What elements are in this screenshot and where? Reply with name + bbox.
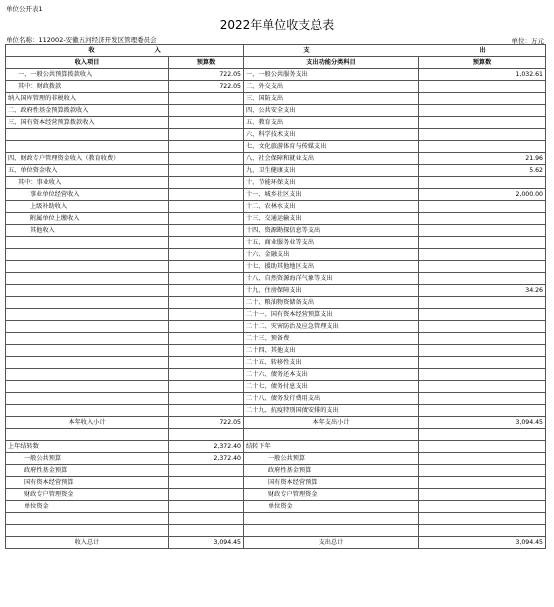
expense-item-cell: 二十七、债务付息支出 [244, 381, 419, 393]
expense-item-cell: 本年支出小计 [244, 417, 419, 429]
expense-budget-cell [419, 261, 546, 273]
expense-item-cell: 十九、住房保障支出 [244, 285, 419, 297]
expense-heading: 支 出 [244, 45, 546, 57]
table-row [6, 249, 546, 261]
expense-budget-cell [419, 489, 546, 501]
expense-budget-cell: 3,094.45 [419, 537, 546, 549]
income-budget-cell: 2,372.40 [169, 453, 244, 465]
expense-item-cell: 十六、金融支出 [244, 249, 419, 261]
income-budget-cell [169, 513, 244, 525]
income-item-cell: 事业单位经营收入 [6, 189, 169, 201]
income-budget-cell: 722.05 [169, 417, 244, 429]
expense-item-cell: 二十三、预备费 [244, 333, 419, 345]
expense-item-cell: 支出总计 [244, 537, 419, 549]
table-row [6, 345, 546, 357]
table-row [6, 417, 546, 429]
income-item-cell [6, 309, 169, 321]
expense-budget-cell [419, 309, 546, 321]
expense-budget-cell [419, 129, 546, 141]
expense-budget-cell [419, 381, 546, 393]
income-item-cell: 收入总计 [6, 537, 169, 549]
table-row [6, 453, 546, 465]
expense-item-cell: 三、国防支出 [244, 93, 419, 105]
table-row [6, 405, 546, 417]
income-item-cell: 二、政府性基金预算拨款收入 [6, 105, 169, 117]
expense-item-cell: 一、一般公共服务支出 [244, 69, 419, 81]
income-budget-cell [169, 429, 244, 441]
expense-item-cell: 二十四、其他支出 [244, 345, 419, 357]
income-item-cell [6, 429, 169, 441]
income-item-cell [6, 321, 169, 333]
income-item-cell: 其他收入 [6, 225, 169, 237]
table-row [6, 237, 546, 249]
table-row [6, 321, 546, 333]
expense-budget-cell [419, 357, 546, 369]
income-item-cell [6, 129, 169, 141]
expense-item-cell: 二十九、抗疫特别国债安排的支出 [244, 405, 419, 417]
expense-budget-cell [419, 249, 546, 261]
income-budget-cell [169, 465, 244, 477]
table-row [6, 357, 546, 369]
expense-item-cell: 十一、城乡社区支出 [244, 189, 419, 201]
income-item-cell: 上级补助收入 [6, 201, 169, 213]
income-budget-cell [169, 165, 244, 177]
income-item-cell [6, 297, 169, 309]
income-item-cell: 附属单位上缴收入 [6, 213, 169, 225]
income-item-cell [6, 393, 169, 405]
income-budget-cell [169, 213, 244, 225]
income-item-cell [6, 333, 169, 345]
col-income-item: 收入项目 [6, 57, 169, 69]
col-expense-item: 支出功能分类科目 [244, 57, 419, 69]
table-row [6, 117, 546, 129]
income-budget-cell [169, 477, 244, 489]
income-heading: 收 入 [6, 45, 244, 57]
table-row [6, 441, 546, 453]
expense-item-cell: 财政专户管理资金 [244, 489, 419, 501]
expense-budget-cell [419, 501, 546, 513]
expense-budget-cell [419, 441, 546, 453]
income-item-cell [6, 345, 169, 357]
table-row [6, 297, 546, 309]
expense-budget-cell [419, 477, 546, 489]
table-row [6, 105, 546, 117]
income-item-cell: 纳入国库管理的非税收入 [6, 93, 169, 105]
col-budget-2: 预算数 [419, 57, 546, 69]
expense-budget-cell [419, 201, 546, 213]
expense-budget-cell [419, 177, 546, 189]
income-item-cell [6, 381, 169, 393]
table-row [6, 501, 546, 513]
expense-budget-cell [419, 213, 546, 225]
income-budget-cell: 3,094.45 [169, 537, 244, 549]
expense-budget-cell: 34.26 [419, 285, 546, 297]
expense-budget-cell [419, 237, 546, 249]
expense-item-cell: 七、文化旅游体育与传媒支出 [244, 141, 419, 153]
income-budget-cell [169, 93, 244, 105]
table-row [6, 213, 546, 225]
table-row [6, 429, 546, 441]
expense-item-cell: 结转下年 [244, 441, 419, 453]
expense-item-cell: 十、节能环保支出 [244, 177, 419, 189]
income-budget-cell [169, 273, 244, 285]
expense-item-cell: 五、教育支出 [244, 117, 419, 129]
table-row [6, 333, 546, 345]
income-budget-cell [169, 357, 244, 369]
income-item-cell [6, 237, 169, 249]
expense-item-cell: 十三、交通运输支出 [244, 213, 419, 225]
unit-name: 单位名称：112002-安徽五河经济开发区管理委员会 [6, 36, 157, 44]
expense-item-cell: 十二、农林水支出 [244, 201, 419, 213]
income-budget-cell [169, 201, 244, 213]
table-row [6, 81, 546, 93]
income-item-cell: 其中：事业收入 [6, 177, 169, 189]
expense-budget-cell [419, 273, 546, 285]
income-budget-cell [169, 525, 244, 537]
income-budget-cell [169, 285, 244, 297]
table-row [6, 537, 546, 549]
table-row [6, 177, 546, 189]
expense-budget-cell [419, 393, 546, 405]
income-budget-cell [169, 333, 244, 345]
income-budget-cell [169, 105, 244, 117]
expense-budget-cell [419, 141, 546, 153]
income-item-cell: 其中：财政拨款 [6, 81, 169, 93]
income-budget-cell [169, 321, 244, 333]
income-budget-cell [169, 153, 244, 165]
income-item-cell: 三、国有资本经营预算拨款收入 [6, 117, 169, 129]
expense-item-cell [244, 513, 419, 525]
income-budget-cell: 722.05 [169, 81, 244, 93]
income-budget-cell: 722.05 [169, 69, 244, 81]
expense-budget-cell [419, 369, 546, 381]
expense-item-cell: 二、外交支出 [244, 81, 419, 93]
expense-item-cell: 八、社会保障和就业支出 [244, 153, 419, 165]
income-item-cell [6, 513, 169, 525]
table-row [6, 369, 546, 381]
table-row [6, 129, 546, 141]
income-item-cell: 四、财政专户管理资金收入（教育收费） [6, 153, 169, 165]
income-item-cell: 财政专户管理资金 [6, 489, 169, 501]
table-number: 单位公开表1 [6, 5, 43, 13]
table-row [6, 273, 546, 285]
income-item-cell: 一般公共预算 [6, 453, 169, 465]
table-row [6, 141, 546, 153]
income-item-cell: 政府性基金预算 [6, 465, 169, 477]
table-row [6, 69, 546, 81]
table-column-header [6, 57, 546, 69]
expense-budget-cell: 3,094.45 [419, 417, 546, 429]
income-budget-cell [169, 309, 244, 321]
income-item-cell: 国有资本经营预算 [6, 477, 169, 489]
expense-budget-cell: 1,032.61 [419, 69, 546, 81]
table-section-header [6, 45, 546, 57]
expense-budget-cell [419, 525, 546, 537]
expense-item-cell: 政府性基金预算 [244, 465, 419, 477]
income-item-cell: 单位资金 [6, 501, 169, 513]
expense-budget-cell [419, 105, 546, 117]
expense-item-cell: 十四、资源勘探信息等支出 [244, 225, 419, 237]
expense-item-cell: 二十五、转移性支出 [244, 357, 419, 369]
table-row [6, 189, 546, 201]
table-row [6, 393, 546, 405]
income-budget-cell [169, 297, 244, 309]
income-item-cell: 上年结转数 [6, 441, 169, 453]
income-budget-cell [169, 345, 244, 357]
expense-budget-cell: 21.96 [419, 153, 546, 165]
expense-budget-cell [419, 93, 546, 105]
table-row [6, 489, 546, 501]
income-budget-cell [169, 225, 244, 237]
expense-item-cell: 国有资本经营预算 [244, 477, 419, 489]
expense-item-cell: 二十二、灾害防治及应急管理支出 [244, 321, 419, 333]
table-row [6, 477, 546, 489]
expense-budget-cell: 5.62 [419, 165, 546, 177]
income-budget-cell: 2,372.40 [169, 441, 244, 453]
income-item-cell [6, 273, 169, 285]
table-row [6, 165, 546, 177]
income-budget-cell [169, 129, 244, 141]
table-row [6, 525, 546, 537]
expense-item-cell [244, 525, 419, 537]
income-item-cell [6, 261, 169, 273]
expense-budget-cell [419, 429, 546, 441]
income-budget-cell [169, 369, 244, 381]
expense-budget-cell [419, 321, 546, 333]
table-row [6, 261, 546, 273]
expense-item-cell: 二十一、国有资本经营预算支出 [244, 309, 419, 321]
table-row [6, 513, 546, 525]
expense-budget-cell [419, 333, 546, 345]
expense-budget-cell [419, 117, 546, 129]
income-item-cell [6, 405, 169, 417]
income-item-cell: 一、一般公共预算拨款收入 [6, 69, 169, 81]
income-budget-cell [169, 237, 244, 249]
expense-budget-cell [419, 513, 546, 525]
table-row [6, 201, 546, 213]
income-budget-cell [169, 501, 244, 513]
unit-label: 单位：万元 [511, 37, 544, 45]
table-row [6, 285, 546, 297]
table-row [6, 93, 546, 105]
budget-table [5, 44, 546, 549]
income-budget-cell [169, 261, 244, 273]
income-budget-cell [169, 249, 244, 261]
expense-budget-cell [419, 345, 546, 357]
expense-budget-cell [419, 453, 546, 465]
expense-budget-cell [419, 465, 546, 477]
expense-item-cell: 二十、粮油物资储备支出 [244, 297, 419, 309]
income-budget-cell [169, 177, 244, 189]
expense-item-cell: 十五、商业服务业等支出 [244, 237, 419, 249]
table-row [6, 309, 546, 321]
expense-item-cell: 单位资金 [244, 501, 419, 513]
expense-budget-cell [419, 225, 546, 237]
income-item-cell: 五、单位资金收入 [6, 165, 169, 177]
expense-item-cell: 一般公共预算 [244, 453, 419, 465]
expense-item-cell [244, 429, 419, 441]
income-budget-cell [169, 405, 244, 417]
expense-budget-cell: 2,000.00 [419, 189, 546, 201]
income-budget-cell [169, 141, 244, 153]
income-item-cell [6, 357, 169, 369]
expense-budget-cell [419, 81, 546, 93]
income-item-cell [6, 249, 169, 261]
table-row [6, 381, 546, 393]
expense-item-cell: 六、科学技术支出 [244, 129, 419, 141]
table-row [6, 465, 546, 477]
income-item-cell: 本年收入小计 [6, 417, 169, 429]
expense-item-cell: 二十八、债务发行费用支出 [244, 393, 419, 405]
expense-item-cell: 九、卫生健康支出 [244, 165, 419, 177]
income-budget-cell [169, 189, 244, 201]
income-item-cell [6, 525, 169, 537]
income-budget-cell [169, 381, 244, 393]
expense-budget-cell [419, 405, 546, 417]
income-item-cell [6, 141, 169, 153]
expense-budget-cell [419, 297, 546, 309]
income-budget-cell [169, 393, 244, 405]
income-item-cell [6, 369, 169, 381]
table-row [6, 225, 546, 237]
table-row [6, 153, 546, 165]
expense-item-cell: 四、公共安全支出 [244, 105, 419, 117]
page-title: 2022年单位收支总表 [219, 18, 335, 32]
col-budget: 预算数 [169, 57, 244, 69]
expense-item-cell: 十八、自然资源海洋气象等支出 [244, 273, 419, 285]
income-budget-cell [169, 117, 244, 129]
income-item-cell [6, 285, 169, 297]
expense-item-cell: 二十六、债务还本支出 [244, 369, 419, 381]
expense-item-cell: 十七、援助其他地区支出 [244, 261, 419, 273]
income-budget-cell [169, 489, 244, 501]
